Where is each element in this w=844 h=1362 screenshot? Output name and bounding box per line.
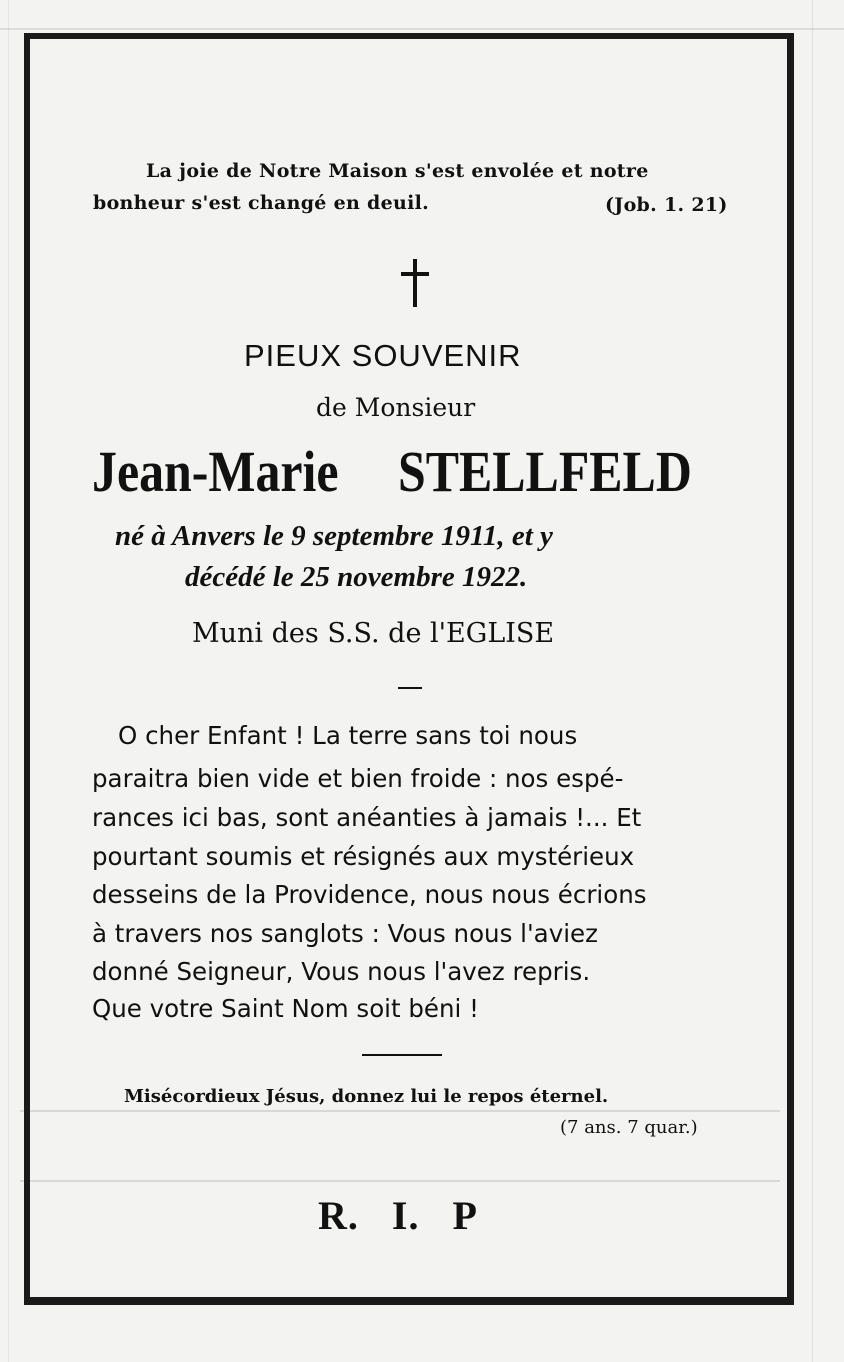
epigraph-reference: (Job. 1. 21)	[605, 194, 728, 216]
deceased-first-name: Jean-Marie	[92, 439, 339, 504]
rip-inscription: R. I. P	[318, 1193, 478, 1238]
background-rule	[812, 0, 813, 1362]
sacraments-line: Muni des S.S. de l'EGLISE	[192, 618, 555, 649]
prayer-line-7: donné Seigneur, Vous nous l'avez repris.	[92, 957, 591, 986]
deceased-last-name: STELLFELD	[398, 439, 692, 504]
prayer-line-8: Que votre Saint Nom soit béni !	[92, 994, 479, 1023]
prayer-line-3: rances ici bas, sont anéanties à jamais !... Et	[92, 803, 642, 832]
divider	[398, 687, 422, 689]
prayer-line-5: desseins de la Providence, nous nous écrions	[92, 880, 647, 909]
background-rule	[0, 28, 844, 30]
prayer-line-1: O cher Enfant ! La terre sans toi nous	[118, 721, 578, 750]
divider	[362, 1054, 442, 1056]
birth-line: né à Anvers le 9 septembre 1911, et y	[115, 520, 553, 552]
card-title: PIEUX SOUVENIR	[244, 338, 522, 373]
prayer-line-2: paraitra bien vide et bien froide : nos espé-	[92, 764, 624, 793]
age-note: (7 ans. 7 quar.)	[560, 1117, 698, 1138]
closing-invocation: Misécordieux Jésus, donnez lui le repos éternel.	[124, 1086, 609, 1107]
epigraph-line-1: La joie de Notre Maison s'est envolée et notre	[146, 160, 649, 182]
prayer-line-4: pourtant soumis et résignés aux mystérieux	[92, 842, 635, 871]
epigraph-line-2: bonheur s'est changé en deuil.	[93, 192, 430, 214]
prayer-line-6: à travers nos sanglots : Vous nous l'aviez	[92, 919, 598, 948]
honorific: de Monsieur	[316, 393, 476, 422]
background-rule	[8, 0, 9, 1362]
memorial-card-frame	[24, 33, 794, 1305]
cross-icon	[401, 259, 429, 307]
death-line: décédé le 25 novembre 1922.	[185, 561, 528, 593]
